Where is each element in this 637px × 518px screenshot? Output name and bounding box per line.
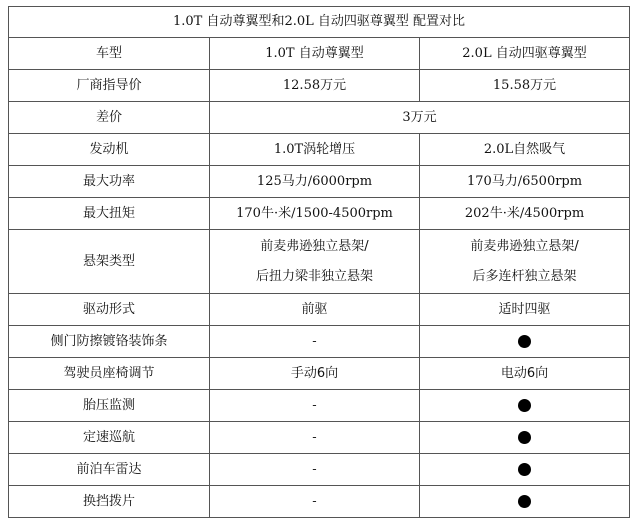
- row-label: 定速巡航: [9, 422, 210, 454]
- cell-suspension-b: [420, 230, 630, 294]
- suspension-a-rear: 后扭力梁非独立悬架: [255, 268, 373, 284]
- header-model-b: 2.0L 自动四驱尊翼型: [420, 38, 630, 70]
- table-row-suspension: [9, 230, 630, 294]
- cell-price-a: 12.58万元: [210, 70, 420, 102]
- table-row-engine: [9, 134, 630, 166]
- row-label: 最大扭矩: [9, 198, 210, 230]
- filled-dot-icon: [518, 495, 531, 508]
- suspension-b-rear: 后多连杆独立悬架: [472, 268, 577, 284]
- cell-drive-b: 适时四驱: [420, 294, 630, 326]
- row-label: 驱动形式: [9, 294, 210, 326]
- table-row-drive: [9, 294, 630, 326]
- cell-seat-b: 电动6向: [420, 358, 630, 390]
- row-label: 悬架类型: [9, 230, 210, 294]
- cell-power-a: 125马力/6000rpm: [210, 166, 420, 198]
- row-label: 胎压监测: [9, 390, 210, 422]
- filled-dot-icon: [518, 335, 531, 348]
- row-label: 换挡拨片: [9, 486, 210, 518]
- suspension-a-front: 前麦弗逊独立悬架/: [260, 238, 369, 254]
- cell-cruise-b: [420, 422, 630, 454]
- cell-radar-a: -: [210, 454, 420, 486]
- table-row-seat: [9, 358, 630, 390]
- table-row-paddles: [9, 486, 630, 518]
- cell-price-b: 15.58万元: [420, 70, 630, 102]
- cell-cruise-a: -: [210, 422, 420, 454]
- table-row-tpms: [9, 390, 630, 422]
- filled-dot-icon: [518, 431, 531, 444]
- row-label: 最大功率: [9, 166, 210, 198]
- cell-radar-b: [420, 454, 630, 486]
- comparison-table: [8, 6, 630, 518]
- filled-dot-icon: [518, 399, 531, 412]
- suspension-b-front: 前麦弗逊独立悬架/: [470, 238, 579, 254]
- table-row-radar: [9, 454, 630, 486]
- filled-dot-icon: [518, 463, 531, 476]
- table-row-torque: [9, 198, 630, 230]
- header-model-label: 车型: [9, 38, 210, 70]
- table-title-row: [9, 7, 630, 38]
- header-model-a: 1.0T 自动尊翼型: [210, 38, 420, 70]
- cell-paddles-a: -: [210, 486, 420, 518]
- cell-paddles-b: [420, 486, 630, 518]
- cell-side-trim-a: -: [210, 326, 420, 358]
- cell-engine-b: 2.0L自然吸气: [420, 134, 630, 166]
- cell-engine-a: 1.0T涡轮增压: [210, 134, 420, 166]
- table-row-cruise: [9, 422, 630, 454]
- cell-torque-b: 202牛·米/4500rpm: [420, 198, 630, 230]
- row-label: 发动机: [9, 134, 210, 166]
- cell-torque-a: 170牛·米/1500-4500rpm: [210, 198, 420, 230]
- table-row-diff: [9, 102, 630, 134]
- table-row-side-trim: [9, 326, 630, 358]
- row-label: 差价: [9, 102, 210, 134]
- cell-side-trim-b: [420, 326, 630, 358]
- cell-drive-a: 前驱: [210, 294, 420, 326]
- cell-diff-value: 3万元: [210, 102, 630, 134]
- cell-seat-a: 手动6向: [210, 358, 420, 390]
- comparison-table-wrapper: [8, 6, 630, 518]
- table-title: 1.0T 自动尊翼型和2.0L 自动四驱尊翼型 配置对比: [9, 7, 630, 38]
- row-label: 厂商指导价: [9, 70, 210, 102]
- cell-suspension-a: [210, 230, 420, 294]
- table-row-power: [9, 166, 630, 198]
- table-row-price: [9, 70, 630, 102]
- row-label: 前泊车雷达: [9, 454, 210, 486]
- cell-tpms-b: [420, 390, 630, 422]
- cell-tpms-a: -: [210, 390, 420, 422]
- row-label: 侧门防擦镀铬装饰条: [9, 326, 210, 358]
- cell-power-b: 170马力/6500rpm: [420, 166, 630, 198]
- row-label: 驾驶员座椅调节: [9, 358, 210, 390]
- header-row: [9, 38, 630, 70]
